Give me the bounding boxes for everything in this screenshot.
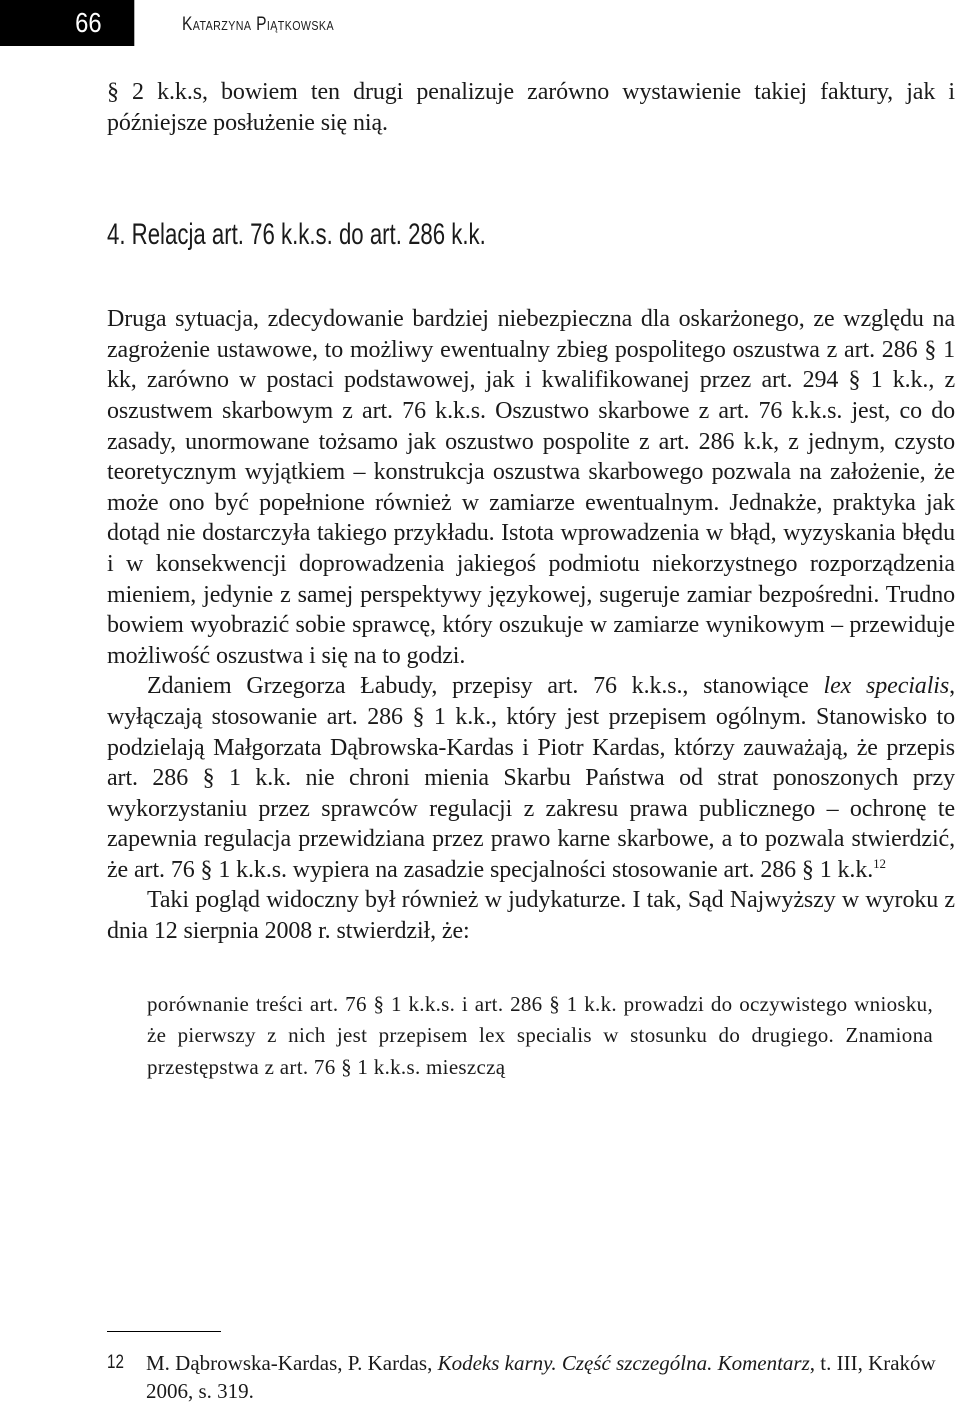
page-body bbox=[107, 77, 955, 1084]
footnote-text-a: M. Dąbrowska-Kardas, P. Kardas, bbox=[146, 1351, 438, 1375]
footnote-text-italic: Kodeks karny. Część szczególna. Komentarz bbox=[437, 1351, 810, 1375]
block-quote: porównanie treści art. 76 § 1 k.k.s. i art. 286 § 1 k.k. prowadzi do oczywistego wniosku, że pierwszy z nich jest przepisem lex specialis w stosunku do drugiego. Znamiona przestępstwa z art. 76 § 1 k.k.s. mieszczą bbox=[147, 991, 933, 1080]
footnote-reference: 12 bbox=[873, 855, 886, 871]
paragraph-2-italic: lex specialis bbox=[823, 673, 950, 700]
footnote-text bbox=[146, 1349, 955, 1405]
paragraph-1: Druga sytuacja, zdecydowanie bardziej niebezpieczna dla oskarżonego, ze względu na zagrożenie ustawowe, to możliwy ewentualny zbieg pospolitego oszustwa z art. 286 § 1 kk, zarówno w postaci podstawowej, jak i kwalifikowanej przez art. 294 § 1 k.k., z oszustwem skarbowym z art. 76 k.k.s. Oszustwo skarbowe z art. 76 k.k.s. jest, co do zasady, unormowane tożsamo jak oszustwo pospolite z art. 286 k.k, z jednym, czysto teoretycznym wyjątkiem – konstrukcja oszustwa skarbowego pozwala na założenie, że może ono być popełnione również w zamiarze ewentualnym. Jednakże, praktyka jak dotąd nie dostarczyła takiego przykładu. Istota wprowadzenia w błąd, wyzyskania błędu i w konsekwencji doprowadzenia jakiegoś podmiotu niekorzystnego rozporządzenia mieniem, jedynie z samej perspektywy językowej, sugeruje zamiar bezpośredni. Trudno bowiem wyobrazić sobie sprawcę, który oszukuje w zamiarze wynikowym – przewiduje możliwość oszustwa i się na to godzi. bbox=[107, 306, 955, 669]
paragraph-2-part-a: Zdaniem Grzegorza Łabudy, przepisy art. 76 k.k.s., stanowiące bbox=[147, 673, 824, 700]
footnote-text-b: , t. III, Kraków 2006, s. 319. bbox=[146, 1351, 936, 1403]
paragraph-2 bbox=[107, 671, 955, 885]
section-heading: 4. Relacja art. 76 k.k.s. do art. 286 k.k. bbox=[107, 218, 486, 252]
paragraph-3: Taki pogląd widoczny był również w judykaturze. I tak, Sąd Najwyższy w wyroku z dnia 12 sierpnia 2008 r. stwierdził, że: bbox=[107, 887, 955, 945]
running-head-author: Katarzyna Piątkowska bbox=[182, 14, 334, 35]
page-number-box bbox=[0, 0, 134, 46]
footnote bbox=[107, 1349, 955, 1405]
footnote-number: 12 bbox=[107, 1352, 124, 1373]
paragraph-2-part-b: , wyłączają stosowanie art. 286 § 1 k.k., który jest przepisem ogólnym. Stanowisko to podzielają Małgorzata Dąbrowska-Kardas i Piotr Kardas, którzy zauważają, że przepis art. 286 § 1 k.k. nie chroni mienia Skarbu Państwa od strat ponoszonych przy wykorzystaniu przez sprawców regulacji z zakresu prawa publicznego – ochronę te zapewnia regulacja przewidziana przez prawo karne skarbowe, a to pozwala stwierdzić, że art. 76 § 1 k.k.s. wypiera na zasadzie specjalności stosowanie art. 286 § 1 k.k. bbox=[107, 673, 955, 883]
running-header bbox=[0, 0, 960, 46]
footnote-divider bbox=[107, 1331, 221, 1332]
intro-paragraph: § 2 k.k.s, bowiem ten drugi penalizuje zarówno wystawienie takiej faktury, jak i późniejsze posłużenie się nią. bbox=[107, 79, 955, 136]
page-number: 66 bbox=[75, 7, 102, 38]
